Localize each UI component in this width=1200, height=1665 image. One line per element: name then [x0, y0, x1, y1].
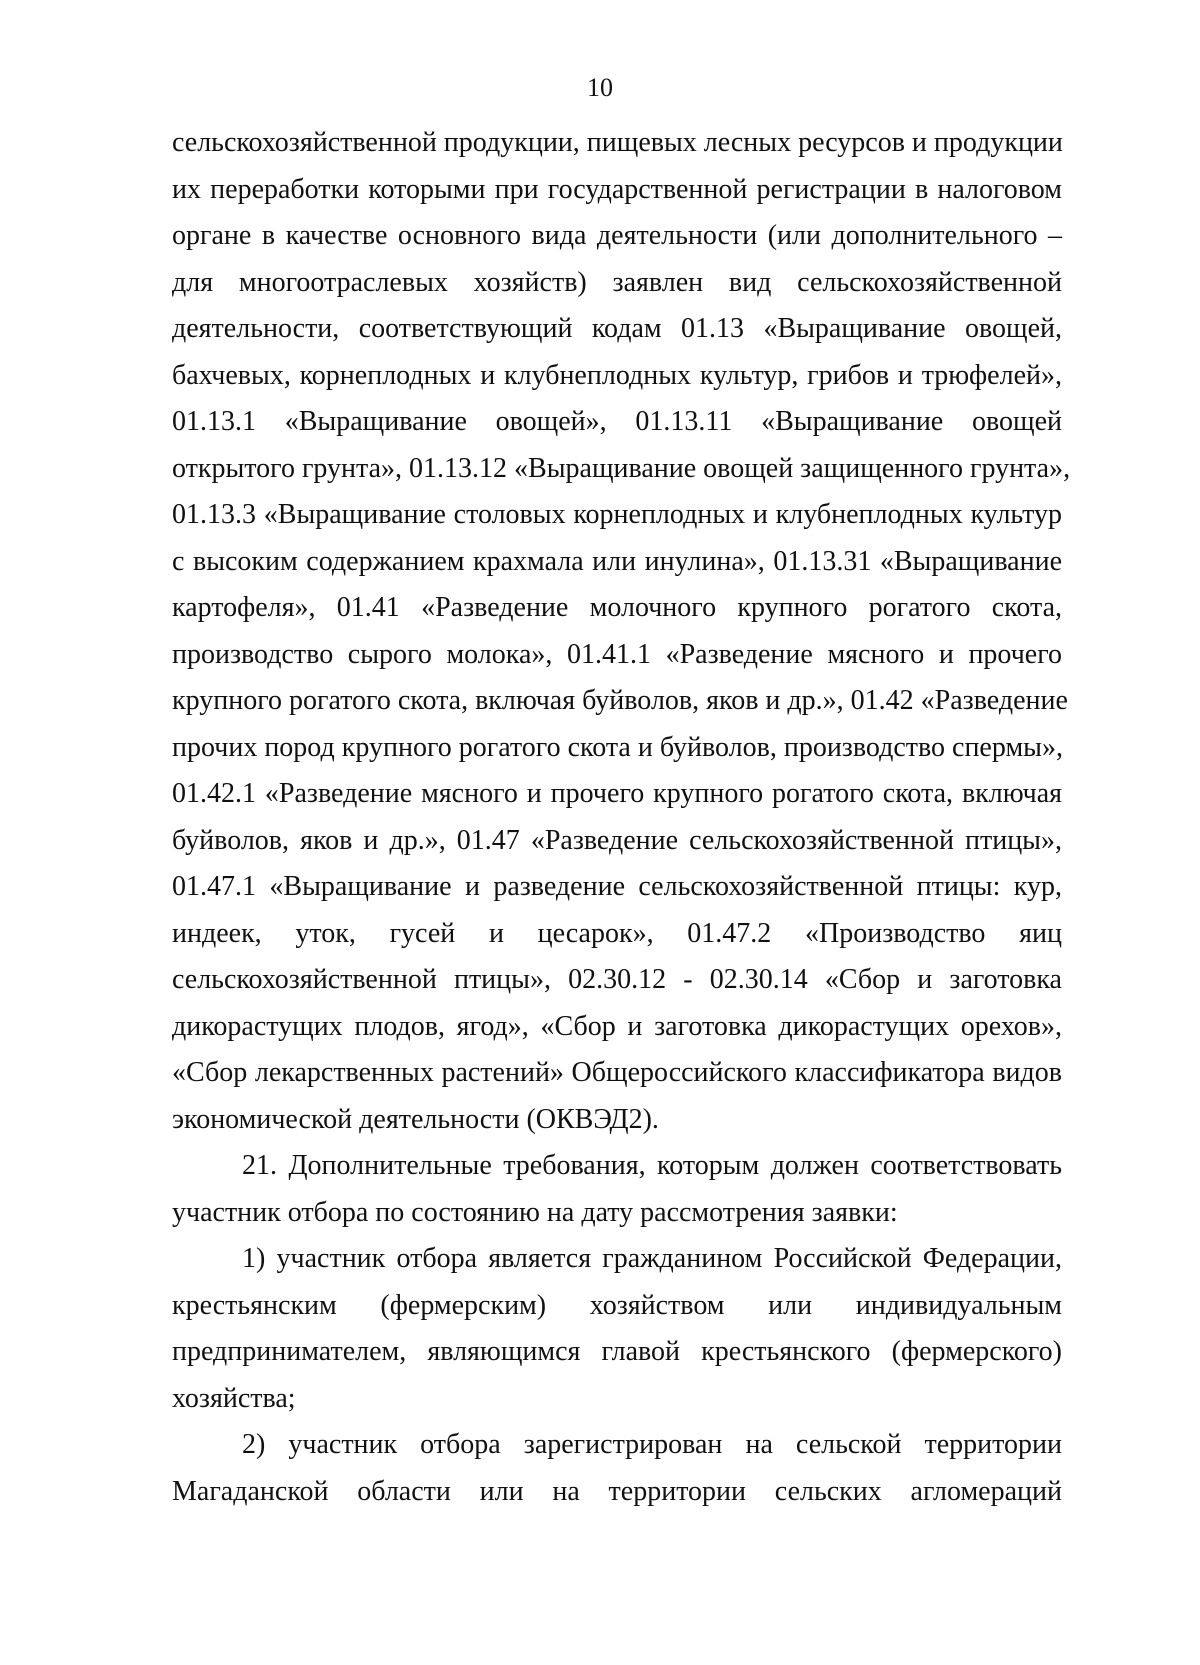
text-line: «Сбор лекарственных растений» Общероссийского классификатора видов	[172, 1057, 1062, 1088]
text-line: с высоким содержанием крахмала или инулина», 01.13.31 «Выращивание	[172, 545, 1062, 577]
text-line: для многоотраслевых хозяйств) заявлен вид сельскохозяйственной	[172, 266, 1062, 298]
text-line: 21. Дополнительные требования, которым должен соответствовать	[242, 1150, 1062, 1181]
text-line: 2) участник отбора зарегистрирован на сельской территории	[242, 1429, 1062, 1460]
text-line: картофеля», 01.41 «Разведение молочного крупного рогатого скота,	[172, 592, 1062, 623]
text-line: 01.42.1 «Разведение мясного и прочего крупного рогатого скота, включая	[172, 778, 1062, 809]
text-line: бахчевых, корнеплодных и клубнеплодных культур, грибов и трюфелей»,	[172, 359, 1062, 391]
text-line: их переработки которыми при государственной регистрации в налоговом	[172, 173, 1062, 205]
page-number: 10	[587, 73, 613, 102]
text-line: 1) участник отбора является гражданином Российской Федерации,	[242, 1243, 1062, 1274]
text-line: экономической деятельности (ОКВЭД2).	[172, 1103, 659, 1135]
text-line: прочих пород крупного рогатого скота и буйволов, производство спермы»,	[172, 731, 1063, 763]
text-line: хозяйства;	[172, 1382, 296, 1414]
text-line: 01.13.1 «Выращивание овощей», 01.13.11 «Выращивание овощей	[172, 406, 1062, 437]
text-line: участник отбора по состоянию на дату рассмотрения заявки:	[172, 1196, 898, 1228]
text-line: открытого грунта», 01.13.12 «Выращивание овощей защищенного грунта»,	[172, 452, 1071, 484]
text-line: деятельности, соответствующий кодам 01.13 «Выращивание овощей,	[172, 313, 1062, 344]
text-line: 01.47.1 «Выращивание и разведение сельскохозяйственной птицы: кур,	[172, 871, 1062, 902]
text-line: буйволов, яков и др.», 01.47 «Разведение сельскохозяйственной птицы»,	[172, 824, 1062, 856]
text-line: 01.13.3 «Выращивание столовых корнеплодных и клубнеплодных культур	[172, 499, 1062, 530]
text-line: крупного рогатого скота, включая буйволов, яков и др.», 01.42 «Разведение	[172, 685, 1068, 716]
text-line: сельскохозяйственной продукции, пищевых лесных ресурсов и продукции	[172, 127, 1063, 158]
body-text	[172, 120, 1071, 1515]
text-line: Магаданской области или на территории сельских агломераций	[172, 1475, 1062, 1507]
text-line: индеек, уток, гусей и цесарок», 01.47.2 «Производство яиц	[172, 917, 1062, 949]
text-line: сельскохозяйственной птицы», 02.30.12 - 02.30.14 «Сбор и заготовка	[172, 964, 1062, 995]
text-line: предпринимателем, являющимся главой крестьянского (фермерского)	[172, 1336, 1062, 1367]
text-line: органе в качестве основного вида деятельности (или дополнительного –	[172, 220, 1062, 251]
text-line: крестьянским (фермерским) хозяйством или индивидуальным	[172, 1289, 1062, 1321]
text-line: дикорастущих плодов, ягод», «Сбор и заготовка дикорастущих орехов»,	[172, 1010, 1062, 1042]
text-line: производство сырого молока», 01.41.1 «Разведение мясного и прочего	[172, 638, 1062, 670]
